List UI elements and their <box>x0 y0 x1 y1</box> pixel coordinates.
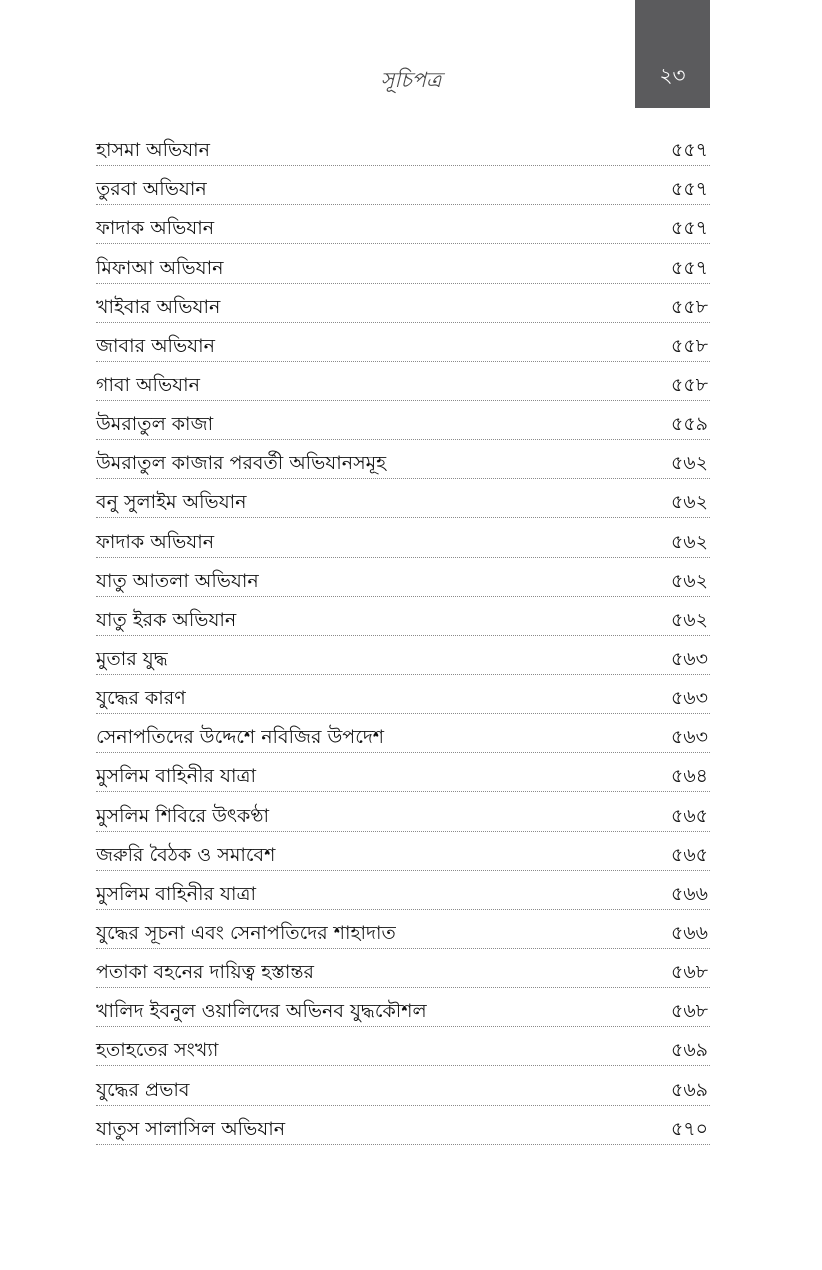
toc-entry <box>96 518 710 557</box>
toc-entry <box>96 753 710 792</box>
toc-entry-title: মিফাআ অভিযান <box>96 256 224 279</box>
toc-entry-title: সেনাপতিদের উদ্দেশে নবিজির উপদেশ <box>96 726 385 749</box>
toc-entry <box>96 362 710 401</box>
toc-entry-page: ৫৬৮ <box>670 1000 708 1023</box>
toc-entry-page: ৫৫৮ <box>671 295 708 318</box>
toc-entry <box>96 558 710 597</box>
toc-entry-title: মুতার যুদ্ধ <box>96 647 168 670</box>
toc-entry-title: গাবা অভিযান <box>96 373 200 396</box>
toc-entry-page: ৫৬৩ <box>670 647 708 670</box>
toc-entry-title: উমরাতুল কাজা <box>96 413 214 436</box>
page-number-tab <box>635 0 710 108</box>
toc-entry <box>96 1027 710 1066</box>
toc-entry-title: পতাকা বহনের দায়িত্ব হস্তান্তর <box>96 961 314 984</box>
toc-entry <box>96 1106 710 1145</box>
toc-entry-page: ৫৫৭ <box>670 217 708 240</box>
toc-entry-page: ৫৬৩ <box>670 726 708 749</box>
toc-entry <box>96 910 710 949</box>
toc-entry-page: ৫৫৮ <box>671 334 708 357</box>
toc-entry-page: ৫৫৭ <box>670 256 708 279</box>
toc-entry-title: মুসলিম বাহিনীর যাত্রা <box>96 882 256 905</box>
toc-entry-title: ফাদাক অভিযান <box>96 530 215 553</box>
toc-entry <box>96 127 710 166</box>
toc-entry-page: ৫৬৬ <box>670 882 708 905</box>
toc-entry-page: ৫৫৮ <box>671 373 708 396</box>
toc-entry <box>96 244 710 283</box>
table-of-contents <box>96 127 710 1145</box>
toc-entry-title: খালিদ ইবনুল ওয়ালিদের অভিনব যুদ্ধকৌশল <box>96 1000 427 1023</box>
page-number: ২৩ <box>659 63 686 87</box>
toc-entry-title: হতাহতের সংখ্যা <box>96 1039 219 1062</box>
toc-entry-title: যুদ্ধের কারণ <box>96 687 186 710</box>
toc-entry-page: ৫৬৯ <box>670 1039 708 1062</box>
toc-entry-page: ৫৬২ <box>670 569 708 592</box>
toc-entry <box>96 636 710 675</box>
toc-entry <box>96 166 710 205</box>
toc-entry-title: বনু সুলাইম অভিযান <box>96 491 247 514</box>
toc-entry-title: ফাদাক অভিযান <box>96 217 215 240</box>
toc-entry-title: খাইবার অভিযান <box>96 295 221 318</box>
toc-entry-page: ৫৬৫ <box>670 804 708 827</box>
toc-entry-title: যাতু আতলা অভিযান <box>96 569 259 592</box>
toc-entry <box>96 1066 710 1105</box>
toc-entry <box>96 988 710 1027</box>
toc-entry <box>96 284 710 323</box>
toc-entry-title: মুসলিম বাহিনীর যাত্রা <box>96 765 256 788</box>
toc-entry-page: ৫৬৬ <box>670 921 708 944</box>
toc-entry-title: উমরাতুল কাজার পরবর্তী অভিযানসমূহ <box>96 452 387 475</box>
toc-entry-title: জরুরি বৈঠক ও সমাবেশ <box>96 843 276 866</box>
toc-entry <box>96 714 710 753</box>
toc-entry-page: ৫৫৭ <box>670 139 708 162</box>
toc-entry-title: যুদ্ধের প্রভাব <box>96 1078 190 1101</box>
toc-entry-page: ৫৭০ <box>670 1117 708 1140</box>
toc-entry <box>96 949 710 988</box>
toc-entry-title: যুদ্ধের সূচনা এবং সেনাপতিদের শাহাদাত <box>96 921 396 944</box>
toc-entry-page: ৫৫৯ <box>671 413 708 436</box>
toc-entry <box>96 675 710 714</box>
toc-entry-page: ৫৬৮ <box>670 961 708 984</box>
toc-entry <box>96 479 710 518</box>
toc-entry-page: ৫৬২ <box>670 608 708 631</box>
toc-entry <box>96 597 710 636</box>
toc-entry <box>96 323 710 362</box>
toc-entry-title: তুরবা অভিযান <box>96 178 207 201</box>
toc-entry-page: ৫৬৯ <box>670 1078 708 1101</box>
toc-entry-page: ৫৬২ <box>670 452 708 475</box>
toc-entry-page: ৫৬৫ <box>670 843 708 866</box>
toc-entry-page: ৫৬৪ <box>670 765 708 788</box>
toc-entry <box>96 871 710 910</box>
toc-entry <box>96 440 710 479</box>
toc-entry-title: হাসমা অভিযান <box>96 139 210 162</box>
toc-entry-title: মুসলিম শিবিরে উৎকণ্ঠা <box>96 804 270 827</box>
toc-entry <box>96 832 710 871</box>
toc-entry <box>96 205 710 244</box>
toc-entry-title: জাবার অভিযান <box>96 334 215 357</box>
toc-entry <box>96 792 710 831</box>
toc-entry-page: ৫৬২ <box>670 530 708 553</box>
toc-entry-title: যাতু ইরক অভিযান <box>96 608 237 631</box>
toc-entry-page: ৫৫৭ <box>670 178 708 201</box>
toc-entry-page: ৫৬৩ <box>670 687 708 710</box>
toc-entry-title: যাতুস সালাসিল অভিযান <box>96 1117 286 1140</box>
toc-entry <box>96 401 710 440</box>
toc-entry-page: ৫৬২ <box>670 491 708 514</box>
page-header-title: সূচিপত্র <box>380 68 442 92</box>
